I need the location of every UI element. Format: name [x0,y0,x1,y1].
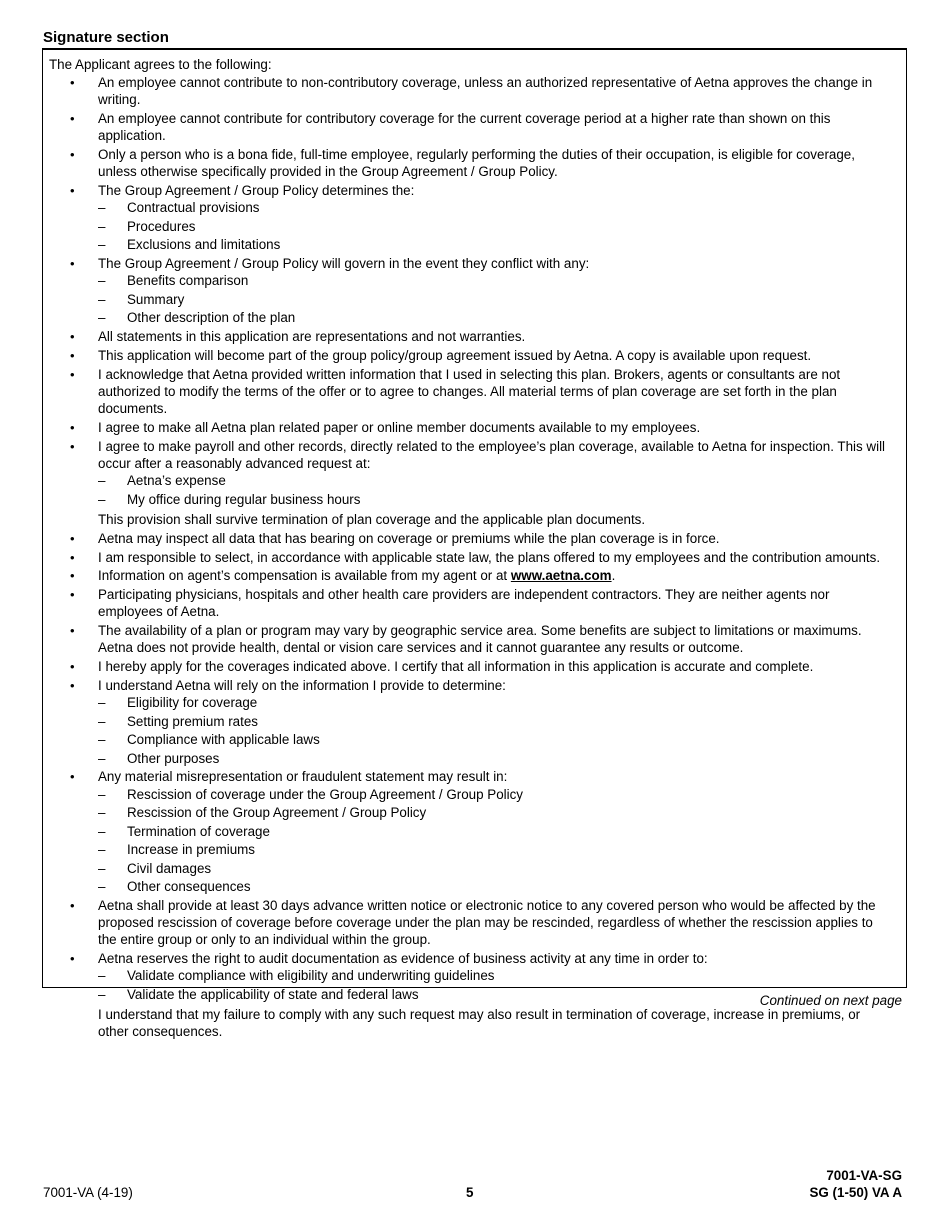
list-item-text: I agree to make payroll and other records, directly related to the employee’s plan coverage, available to Aetna for inspection. This will occur after a reasonably advanced request at: [98,438,886,471]
sub-list [98,272,894,326]
form-code-line-2: SG (1-50) VA A [809,1185,902,1200]
continued-note: Continued on next page [759,993,902,1008]
list-item [49,366,894,418]
sub-list-item: – Setting premium rates [98,713,894,730]
list-item [49,677,894,767]
list-item-text-end: . [611,568,616,584]
sub-list-item: – Aetna’s expense [98,472,894,489]
list-item-text: Aetna reserves the right to audit documentation as evidence of business activity at any time in order to: [98,951,708,967]
sub-list-item: – My office during regular business hours [98,491,894,508]
sub-list-item: – Rescission of coverage under the Group Agreement / Group Policy [98,786,894,803]
list-item-text: I hereby apply for the coverages indicated above. I certify that all information in this application is accurate and complete. [98,659,814,675]
form-code-line-1: 7001-VA-SG [826,1168,902,1183]
list-item [49,74,894,108]
list-item-text: The availability of a plan or program may vary by geographic service area. Some benefits are subject to limitations or maximums. Aetna does not provide health, dental or vision care services and it cannot guarantee any results or outcome. [98,623,862,656]
list-item-text: This application will become part of the group policy/group agreement issued by Aetna. A copy is available upon request. [98,348,812,363]
list-item [49,567,894,584]
list-item [49,438,894,528]
list-item-text: The Group Agreement / Group Policy determines the: [98,183,415,199]
sub-list-item: – Procedures [98,218,894,235]
list-item-text: An employee cannot contribute for contributory coverage for the current coverage period at a higher rate than shown on this application. [98,111,831,144]
list-item-text: Information on agent’s compensation is available from my agent or at [98,568,511,584]
list-item [49,658,894,675]
list-item-text: I understand Aetna will rely on the information I provide to determine: [98,677,506,693]
list-item-text: Only a person who is a bona fide, full-time employee, regularly performing the duties of their occupation, is eligible for coverage, unless otherwise specifically provided in the Group Agreement / Group Policy. [98,147,855,180]
list-item [49,347,894,364]
list-item [49,255,894,326]
sub-list-item: – Contractual provisions [98,199,894,216]
sub-list-item: – Validate the applicability of state and federal laws [98,986,894,1003]
sub-list-item: – Benefits comparison [98,272,894,289]
list-item-note: This provision shall survive termination of plan coverage and the applicable plan documents. [98,511,646,527]
list-item-text: Aetna shall provide at least 30 days advance written notice or electronic notice to any covered person who would be affected by the proposed rescission of coverage before coverage under the plan may be rescinded, regardless of whether the rescission applies to the entire group or only to an individual within the group. [98,897,876,948]
sub-list-item: – Increase in premiums [98,841,894,858]
intro-text: The Applicant agrees to the following: [49,57,272,72]
agreement-list [49,74,894,1040]
sub-list-item: – Civil damages [98,860,894,877]
aetna-website-link[interactable]: www.aetna.com [510,568,612,584]
list-item-text: An employee cannot contribute to non-contributory coverage, unless an authorized representative of Aetna approves the change in writing. [98,75,873,108]
sub-list [98,786,894,896]
sub-list-item: – Validate compliance with eligibility and underwriting guidelines [98,967,894,984]
section-title: Signature section [43,29,169,46]
list-item-text: I am responsible to select, in accordance with applicable state law, the plans offered to my employees and the contribution amounts. [98,549,881,565]
list-item-text: Participating physicians, hospitals and other health care providers are independent contractors. They are neither agents nor employees of Aetna. [98,587,830,620]
list-item [49,897,894,949]
list-item-text: I agree to make all Aetna plan related paper or online member documents available to my employees. [98,420,701,435]
list-item [49,768,894,895]
list-item [49,110,894,144]
list-item [49,530,894,547]
list-item [49,549,894,566]
list-item [49,182,894,253]
list-item-note: I understand that my failure to comply with any such request may also result in termination of coverage, increase in premiums, or other consequences. [98,1007,861,1040]
form-code [809,1167,902,1201]
sub-list-item: – Other purposes [98,750,894,767]
sub-list-item: – Compliance with applicable laws [98,731,894,748]
list-item [49,586,894,620]
list-item-text: All statements in this application are representations and not warranties. [98,329,526,345]
list-item [49,328,894,345]
list-item-text: Any material misrepresentation or fraudulent statement may result in: [98,769,508,785]
sub-list-item: – Rescission of the Group Agreement / Group Policy [98,804,894,821]
sub-list [98,199,894,253]
list-item-text: Aetna may inspect all data that has bearing on coverage or premiums while the plan coverage is in force. [98,530,720,546]
sub-list-item: – Termination of coverage [98,823,894,840]
form-number: 7001-VA (4-19) [43,1185,133,1200]
sub-list [98,472,894,508]
list-item-text: I acknowledge that Aetna provided written information that I used in selecting this plan. Brokers, agents or consultants are not authorized to modify the terms of the offer or to agree to changes. All material terms of plan coverage are set forth in the plan documents. [98,366,841,417]
list-item-text: The Group Agreement / Group Policy will govern in the event they conflict with any: [98,256,590,272]
sub-list-item: – Other consequences [98,878,894,895]
sub-list-item: – Eligibility for coverage [98,694,894,711]
list-item [49,146,894,180]
sub-list [98,694,894,767]
sub-list-item: – Exclusions and limitations [98,236,894,253]
list-item [49,419,894,436]
sub-list-item: – Summary [98,291,894,308]
sub-list-item: – Other description of the plan [98,309,894,326]
page-number: 5 [466,1185,474,1200]
list-item [49,622,894,656]
